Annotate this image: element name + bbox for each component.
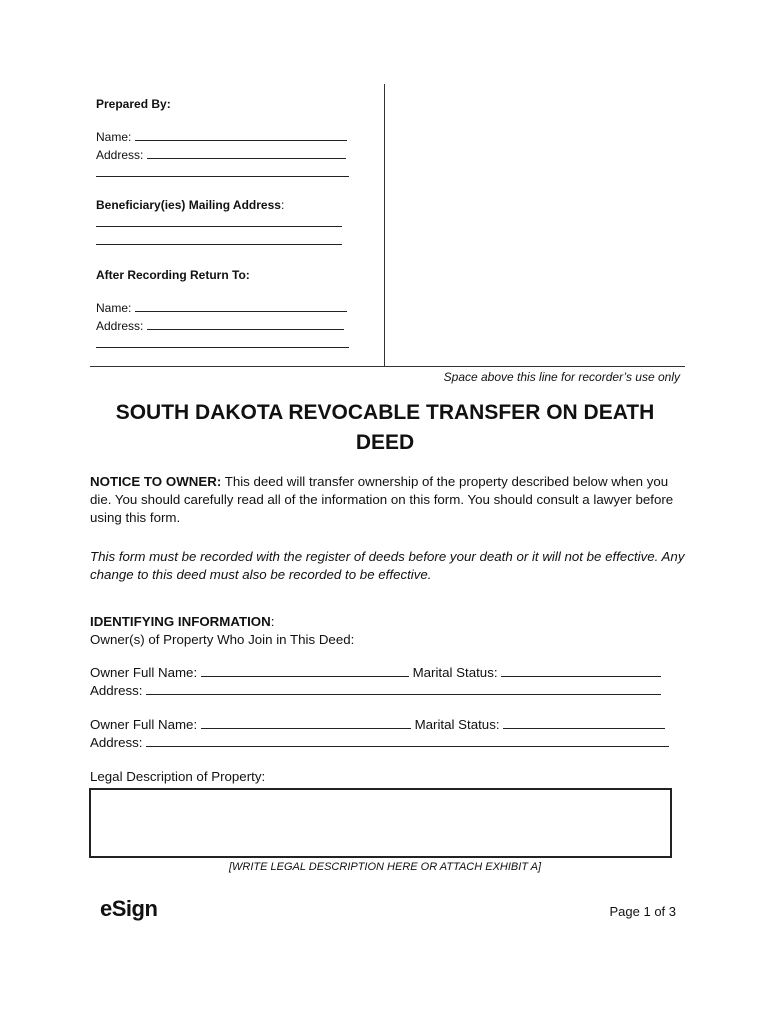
- identifying-heading-row: [90, 613, 685, 631]
- owner-2-name-row: [90, 716, 665, 734]
- prepared-address-label: Address:: [96, 148, 144, 162]
- prepared-name-row: [96, 128, 366, 146]
- beneficiary-colon: :: [280, 198, 285, 212]
- legal-description-label: Legal Description of Property:: [90, 769, 266, 784]
- identifying-heading: IDENTIFYING INFORMATION: [90, 614, 271, 629]
- prepared-address-field-2[interactable]: [96, 165, 349, 177]
- identifying-section: [90, 613, 685, 649]
- legal-description-note: [WRITE LEGAL DESCRIPTION HERE OR ATTACH EXHIBIT A]: [228, 861, 542, 873]
- beneficiary-field-1[interactable]: [96, 215, 342, 227]
- owner-2-address-label: Address:: [90, 735, 143, 750]
- prepared-address-row-2: [96, 164, 366, 182]
- prepared-name-label: Name:: [96, 130, 132, 144]
- recording-warning: This form must be recorded with the register of deeds before your death or it will not be effective. Any change to this deed must also be recorded to be effective.: [90, 549, 685, 582]
- title-line-1: SOUTH DAKOTA REVOCABLE TRANSFER ON DEATH: [115, 401, 655, 424]
- beneficiary-line-2: [96, 232, 366, 250]
- owner-2-name-label: Owner Full Name:: [90, 717, 198, 732]
- owner-2-marital-field[interactable]: [503, 717, 665, 729]
- return-name-label: Name:: [96, 301, 132, 315]
- identifying-colon: :: [270, 614, 275, 629]
- prepared-address-row: [96, 146, 366, 164]
- return-name-field[interactable]: [135, 300, 347, 312]
- owner-1-name-field[interactable]: [201, 665, 409, 677]
- return-name-row: [96, 299, 366, 317]
- legal-description-box[interactable]: [89, 788, 672, 858]
- return-address-row-2: [96, 335, 366, 353]
- identifying-subtitle: Owner(s) of Property Who Join in This Deed:: [90, 632, 355, 647]
- recording-header: [96, 95, 366, 353]
- return-address-label: Address:: [96, 319, 144, 333]
- after-recording-heading: After Recording Return To:: [96, 268, 250, 282]
- esign-logo: eSign: [100, 896, 158, 921]
- owner-2-address-field[interactable]: [146, 735, 669, 747]
- owner-1-address-row: [90, 682, 661, 700]
- title-line-2: DEED: [355, 431, 415, 454]
- beneficiary-heading: Beneficiary(ies) Mailing Address: [96, 198, 281, 212]
- owner-1-name-label: Owner Full Name:: [90, 665, 198, 680]
- recorder-note: Space above this line for recorder’s use only: [443, 370, 680, 384]
- owner-1-address-field[interactable]: [146, 683, 661, 695]
- document-title: [80, 398, 690, 458]
- prepared-name-field[interactable]: [135, 129, 347, 141]
- return-address-field[interactable]: [147, 318, 344, 330]
- notice-paragraph: [90, 473, 685, 527]
- notice-text: This deed will transfer ownership of the property described below when you die. You should carefully read all of the information on this form. You should consult a lawyer before using this form.: [90, 474, 674, 525]
- recorder-divider-horizontal: [90, 366, 685, 367]
- owner-1-marital-field[interactable]: [501, 665, 661, 677]
- page-number: Page 1 of 3: [609, 904, 676, 919]
- owner-2-name-field[interactable]: [201, 717, 411, 729]
- beneficiary-line-1: [96, 214, 366, 232]
- owner-1-name-row: [90, 664, 661, 682]
- return-address-field-2[interactable]: [96, 336, 349, 348]
- owner-1-address-label: Address:: [90, 683, 143, 698]
- recorder-divider-vertical: [384, 84, 385, 367]
- owner-2-address-row: [90, 734, 669, 752]
- owner-1-marital-label: Marital Status:: [412, 665, 498, 680]
- return-address-row: [96, 317, 366, 335]
- prepared-address-field[interactable]: [147, 147, 346, 159]
- beneficiary-heading-row: [96, 196, 366, 214]
- notice-label: NOTICE TO OWNER:: [90, 474, 222, 489]
- owner-2-marital-label: Marital Status:: [414, 717, 500, 732]
- beneficiary-field-2[interactable]: [96, 233, 342, 245]
- prepared-by-heading: Prepared By:: [96, 97, 171, 111]
